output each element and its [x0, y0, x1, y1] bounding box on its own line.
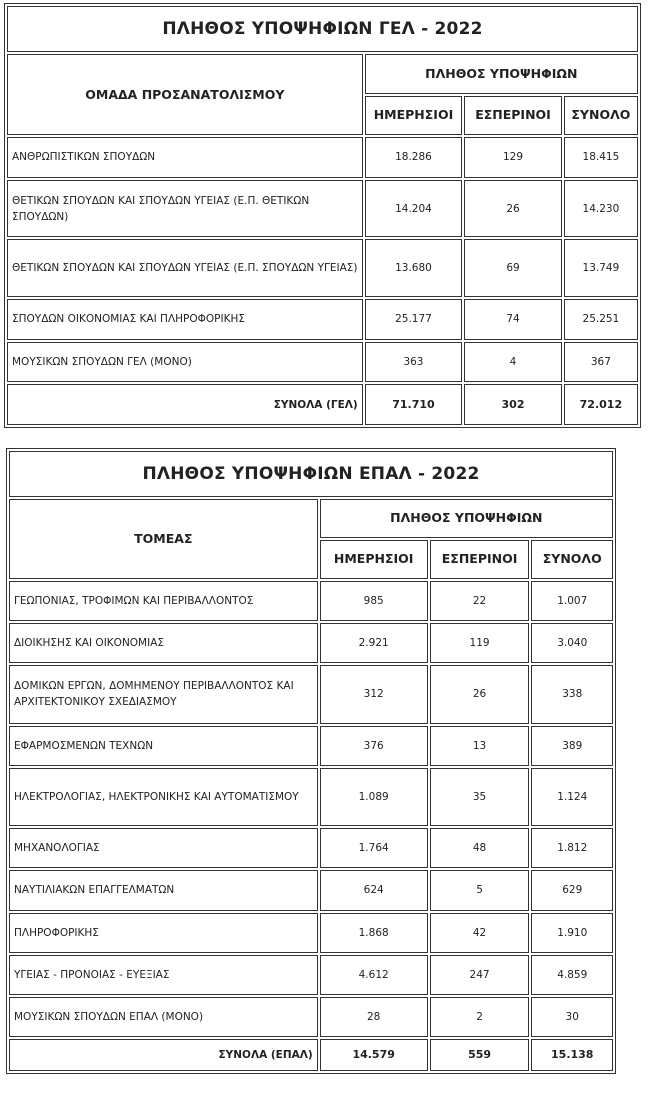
gel-row-day: 363 — [365, 342, 463, 383]
table-row — [7, 299, 638, 340]
totals-row — [7, 384, 638, 425]
table-row — [7, 180, 638, 238]
table-row — [9, 913, 613, 953]
gel-row-total: 14.230 — [564, 180, 638, 238]
epal-table-title: ΠΛΗΘΟΣ ΥΠΟΨΗΦΙΩΝ ΕΠΑΛ - 2022 — [9, 451, 613, 497]
gel-table-title: ΠΛΗΘΟΣ ΥΠΟΨΗΦΙΩΝ ΓΕΛ - 2022 — [7, 6, 638, 52]
epal-row-day: 1.868 — [320, 913, 428, 953]
table-row — [7, 239, 638, 297]
epal-col-day: ΗΜΕΡΗΣΙΟΙ — [320, 540, 428, 579]
gel-row-day: 14.204 — [365, 180, 463, 238]
epal-row-name: ΗΛΕΚΤΡΟΛΟΓΙΑΣ, ΗΛΕΚΤΡΟΝΙΚΗΣ ΚΑΙ ΑΥΤΟΜΑΤΙΣΜΟΥ — [9, 768, 318, 826]
table-row — [7, 137, 638, 178]
epal-row-total: 629 — [531, 870, 613, 910]
gel-col-evening: ΕΣΠΕΡΙΝΟΙ — [464, 96, 562, 136]
gel-row-name: ΜΟΥΣΙΚΩΝ ΣΠΟΥΔΩΝ ΓΕΛ (ΜΟΝΟ) — [7, 342, 363, 383]
epal-row-name: ΕΦΑΡΜΟΣΜΕΝΩΝ ΤΕΧΝΩΝ — [9, 726, 318, 766]
epal-row-total: 3.040 — [531, 623, 613, 663]
gel-col-total: ΣΥΝΟΛΟ — [564, 96, 638, 136]
epal-row-total: 1.124 — [531, 768, 613, 826]
table-row — [9, 726, 613, 766]
epal-row-day: 1.764 — [320, 828, 428, 868]
epal-row-evening: 247 — [430, 955, 530, 995]
epal-row-evening: 22 — [430, 581, 530, 621]
epal-totals-day: 14.579 — [320, 1039, 428, 1071]
table-row — [7, 342, 638, 383]
epal-group-header: ΤΟΜΕΑΣ — [9, 499, 318, 579]
epal-row-total: 30 — [531, 997, 613, 1037]
epal-row-total: 1.910 — [531, 913, 613, 953]
table-row — [9, 768, 613, 826]
epal-row-total: 1.007 — [531, 581, 613, 621]
epal-row-evening: 2 — [430, 997, 530, 1037]
epal-table — [6, 448, 616, 1074]
table-row — [9, 581, 613, 621]
epal-row-day: 2.921 — [320, 623, 428, 663]
table-row — [9, 997, 613, 1037]
gel-row-name: ΑΝΘΡΩΠΙΣΤΙΚΩΝ ΣΠΟΥΔΩΝ — [7, 137, 363, 178]
gel-row-total: 25.251 — [564, 299, 638, 340]
gel-totals-day: 71.710 — [365, 384, 463, 425]
gel-row-name: ΘΕΤΙΚΩΝ ΣΠΟΥΔΩΝ ΚΑΙ ΣΠΟΥΔΩΝ ΥΓΕΙΑΣ (Ε.Π. ΘΕΤΙΚΩΝ ΣΠΟΥΔΩΝ) — [7, 180, 363, 238]
epal-row-total: 4.859 — [531, 955, 613, 995]
epal-row-total: 338 — [531, 665, 613, 723]
epal-row-day: 985 — [320, 581, 428, 621]
gel-row-total: 18.415 — [564, 137, 638, 178]
gel-totals-label: ΣΥΝΟΛΑ (ΓΕΛ) — [7, 384, 363, 425]
gel-row-day: 18.286 — [365, 137, 463, 178]
gel-group-header: ΟΜΑΔΑ ΠΡΟΣΑΝΑΤΟΛΙΣΜΟΥ — [7, 54, 363, 135]
epal-totals-label: ΣΥΝΟΛΑ (ΕΠΑΛ) — [9, 1039, 318, 1071]
epal-row-day: 624 — [320, 870, 428, 910]
epal-row-evening: 42 — [430, 913, 530, 953]
epal-row-name: ΔΙΟΙΚΗΣΗΣ ΚΑΙ ΟΙΚΟΝΟΜΙΑΣ — [9, 623, 318, 663]
gel-row-total: 367 — [564, 342, 638, 383]
epal-row-day: 376 — [320, 726, 428, 766]
epal-row-evening: 35 — [430, 768, 530, 826]
epal-row-name: ΔΟΜΙΚΩΝ ΕΡΓΩΝ, ΔΟΜΗΜΕΝΟΥ ΠΕΡΙΒΑΛΛΟΝΤΟΣ ΚΑΙ ΑΡΧΙΤΕΚΤΟΝΙΚΟΥ ΣΧΕΔΙΑΣΜΟΥ — [9, 665, 318, 723]
gel-row-total: 13.749 — [564, 239, 638, 297]
table-row — [9, 665, 613, 723]
gel-col-day: ΗΜΕΡΗΣΙΟΙ — [365, 96, 463, 136]
epal-col-total: ΣΥΝΟΛΟ — [531, 540, 613, 579]
epal-row-name: ΝΑΥΤΙΛΙΑΚΩΝ ΕΠΑΓΓΕΛΜΑΤΩΝ — [9, 870, 318, 910]
table-row — [9, 870, 613, 910]
gel-row-evening: 74 — [464, 299, 562, 340]
epal-row-evening: 48 — [430, 828, 530, 868]
gel-count-header: ΠΛΗΘΟΣ ΥΠΟΨΗΦΙΩΝ — [365, 54, 638, 94]
epal-count-header: ΠΛΗΘΟΣ ΥΠΟΨΗΦΙΩΝ — [320, 499, 613, 538]
epal-row-evening: 13 — [430, 726, 530, 766]
epal-row-evening: 26 — [430, 665, 530, 723]
epal-row-evening: 119 — [430, 623, 530, 663]
gel-row-day: 25.177 — [365, 299, 463, 340]
epal-row-name: ΜΟΥΣΙΚΩΝ ΣΠΟΥΔΩΝ ΕΠΑΛ (ΜΟΝΟ) — [9, 997, 318, 1037]
gel-row-evening: 129 — [464, 137, 562, 178]
totals-row — [9, 1039, 613, 1071]
epal-totals-total: 15.138 — [531, 1039, 613, 1071]
epal-row-name: ΠΛΗΡΟΦΟΡΙΚΗΣ — [9, 913, 318, 953]
epal-row-day: 312 — [320, 665, 428, 723]
gel-totals-evening: 302 — [464, 384, 562, 425]
epal-row-day: 4.612 — [320, 955, 428, 995]
gel-row-name: ΘΕΤΙΚΩΝ ΣΠΟΥΔΩΝ ΚΑΙ ΣΠΟΥΔΩΝ ΥΓΕΙΑΣ (Ε.Π. ΣΠΟΥΔΩΝ ΥΓΕΙΑΣ) — [7, 239, 363, 297]
epal-row-total: 389 — [531, 726, 613, 766]
epal-row-name: ΥΓΕΙΑΣ - ΠΡΟΝΟΙΑΣ - ΕΥΕΞΙΑΣ — [9, 955, 318, 995]
gel-table — [4, 3, 641, 428]
table-row — [9, 828, 613, 868]
gel-row-evening: 69 — [464, 239, 562, 297]
epal-row-day: 28 — [320, 997, 428, 1037]
gel-row-day: 13.680 — [365, 239, 463, 297]
epal-row-evening: 5 — [430, 870, 530, 910]
gel-row-name: ΣΠΟΥΔΩΝ ΟΙΚΟΝΟΜΙΑΣ ΚΑΙ ΠΛΗΡΟΦΟΡΙΚΗΣ — [7, 299, 363, 340]
epal-row-name: ΓΕΩΠΟΝΙΑΣ, ΤΡΟΦΙΜΩΝ ΚΑΙ ΠΕΡΙΒΑΛΛΟΝΤΟΣ — [9, 581, 318, 621]
table-row — [9, 623, 613, 663]
table-row — [9, 955, 613, 995]
epal-row-name: ΜΗΧΑΝΟΛΟΓΙΑΣ — [9, 828, 318, 868]
gel-totals-total: 72.012 — [564, 384, 638, 425]
gel-row-evening: 26 — [464, 180, 562, 238]
epal-row-total: 1.812 — [531, 828, 613, 868]
epal-row-day: 1.089 — [320, 768, 428, 826]
epal-totals-evening: 559 — [430, 1039, 530, 1071]
gel-row-evening: 4 — [464, 342, 562, 383]
epal-col-evening: ΕΣΠΕΡΙΝΟΙ — [430, 540, 530, 579]
